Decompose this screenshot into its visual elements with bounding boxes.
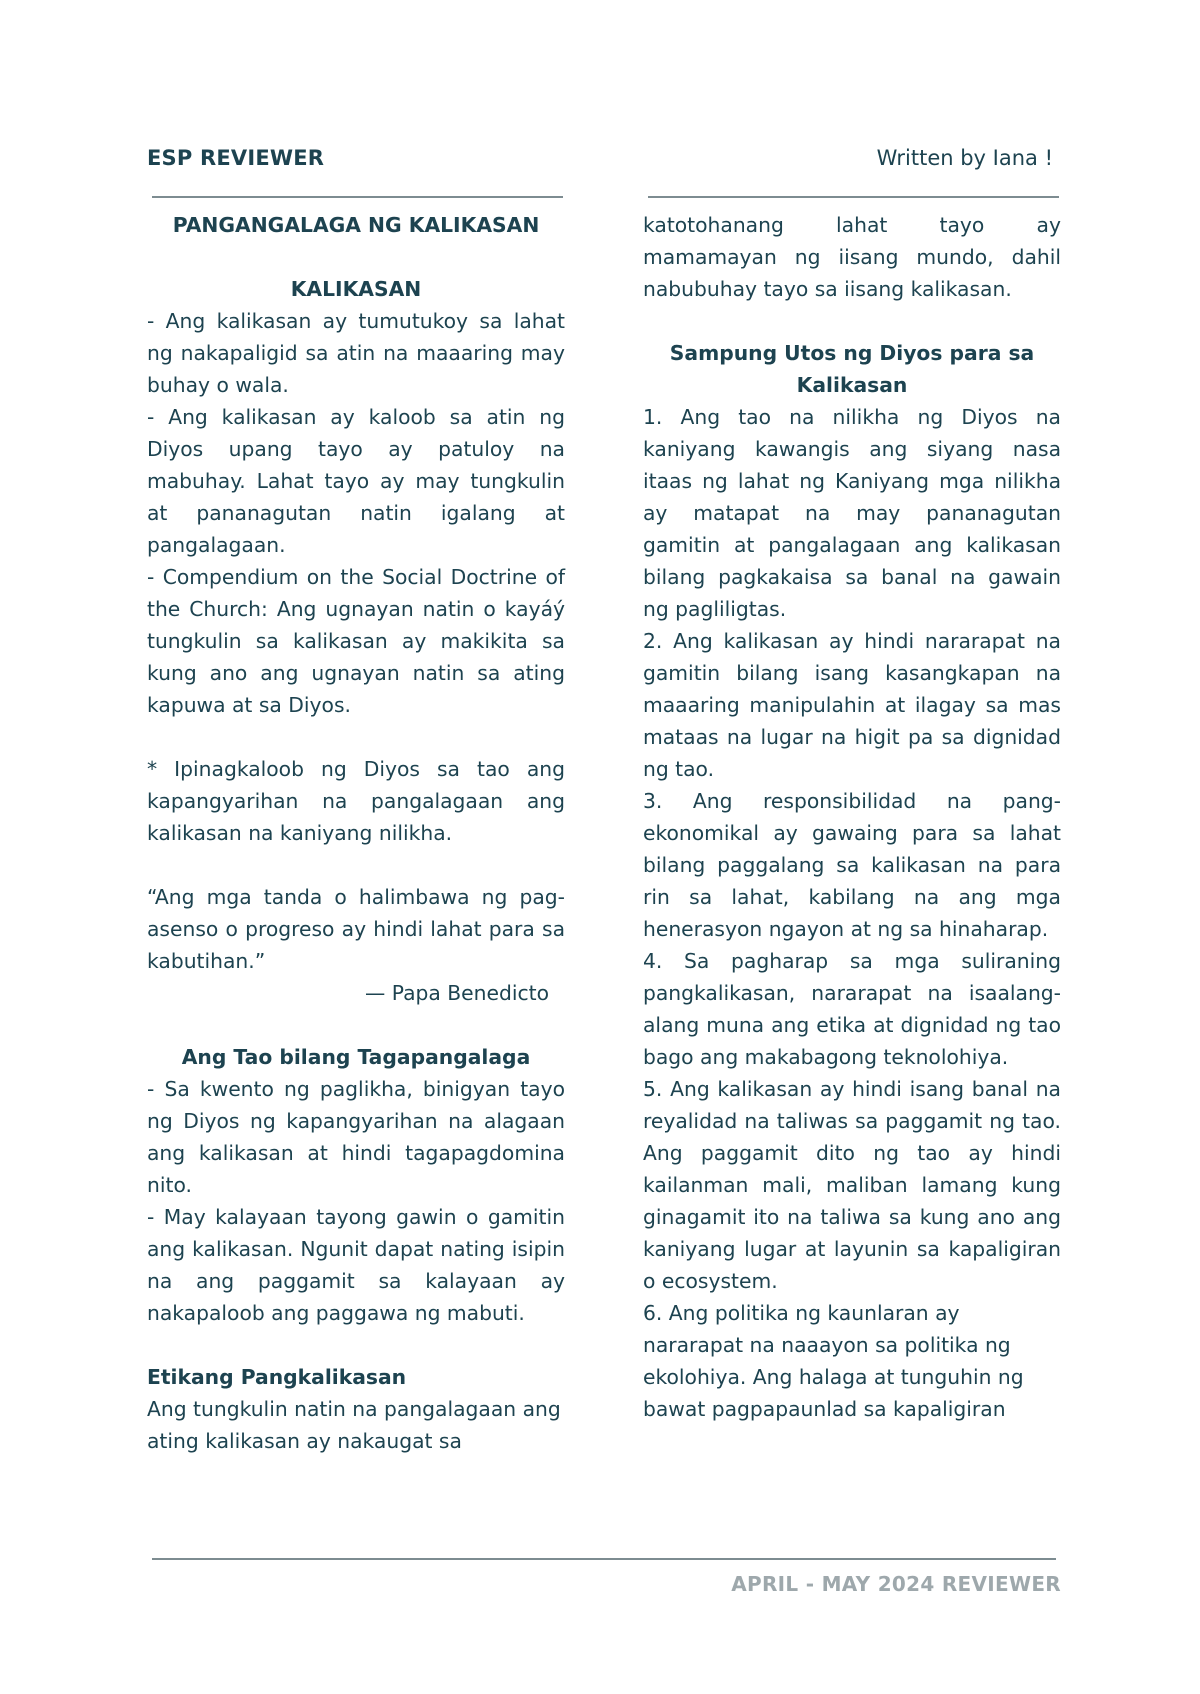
right-top-rule [648,196,1059,198]
etika-heading: Etikang Pangkalikasan [147,1365,407,1389]
quote-author: — Papa Benedicto [365,981,549,1005]
etika-text: Ang tungkulin natin na pangalagaan ang ating kalikasan ay nakaugat sa [147,1397,561,1453]
tao-point: - May kalayaan tayong gawin o gamitin ang kalikasan. Ngunit dapat nating isipin na ang paggamit sa kalayaan ay nakapaloob ang paggawa ng mabuti. [147,1205,565,1325]
utos-item: 5. Ang kalikasan ay hindi isang banal na reyalidad na taliwas sa paggamit ng tao. Ang paggamit dito ng tao ay hindi kailanman mali, maliban lamang kung ginagamit ito na taliwa sa kung ano ang kaniyang lugar at layunin sa kapaligiran o ecosystem. [643,1077,1061,1293]
utos-item: 2. Ang kalikasan ay hindi nararapat na gamitin bilang isang kasangkapan na maaaring manipulahin at ilagay sa mas mataas na lugar na higit pa sa dignidad ng tao. [643,629,1061,781]
kalikasan-point: - Ang kalikasan ay tumutukoy sa lahat ng nakapaligid sa atin na maaaring may buhay o wala. [147,309,565,397]
utos-heading-line2: Kalikasan [796,373,908,397]
utos-item: 4. Sa pagharap sa mga suliraning pangkalikasan, nararapat na isaalang-alang muna ang etika at dignidad ng tao bago ang makabagong teknolohiya. [643,949,1061,1069]
kalikasan-point: - Ang kalikasan ay kaloob sa atin ng Diyos upang tayo ay patuloy na mabuhay. Lahat tayo ay may tungkulin at pananagutan natin igalang at pangalagaan. [147,405,565,557]
note-text: * Ipinagkaloob ng Diyos sa tao ang kapangyarihan na pangalagaan ang kalikasan na kaniyang nilikha. [147,757,565,845]
utos-item: 3. Ang responsibilidad na pang-ekonomikal ay gawaing para sa lahat bilang paggalang sa kalikasan na para rin sa lahat, kabilang na ang mga henerasyon ngayon at ng sa hinaharap. [643,789,1061,941]
tao-heading: Ang Tao bilang Tagapangalaga [181,1045,531,1069]
left-column [147,209,565,1457]
continuation-text: katotohanang lahat tayo ay mamamayan ng iisang mundo, dahil nabubuhay tayo sa iisang kalikasan. [643,213,1061,301]
tao-point: - Sa kwento ng paglikha, binigyan tayo ng Diyos ng kapangyarihan na alagaan ang kalikasan at hindi tagapagdomina nito. [147,1077,565,1197]
footer-rule [152,1558,1056,1560]
kalikasan-heading: KALIKASAN [290,277,422,301]
header-title: ESP REVIEWER [147,146,325,170]
footer-label: APRIL - MAY 2024 REVIEWER [731,1572,1061,1596]
main-title: PANGANGALAGA NG KALIKASAN [172,213,540,237]
right-column [643,209,1061,1425]
quote-text: “Ang mga tanda o halimbawa ng pag-asenso o progreso ay hindi lahat para sa kabutihan.” [147,885,565,973]
utos-heading-line1: Sampung Utos ng Diyos para sa [669,341,1035,365]
utos-item: 6. Ang politika ng kaunlaran ay nararapat na naaayon sa politika ng ekolohiya. Ang halaga at tunguhin ng bawat pagpapaunlad sa kapaligiran [643,1301,1024,1421]
utos-item: 1. Ang tao na nilikha ng Diyos na kaniyang kawangis ang siyang nasa itaas ng lahat ng Kaniyang mga nilikha ay matapat na may pananagutan gamitin at pangalagaan ang kalikasan bilang pagkakaisa sa banal na gawain ng pagliligtas. [643,405,1061,621]
left-top-rule [152,196,563,198]
kalikasan-point: - Compendium on the Social Doctrine of the Church: Ang ugnayan natin o kayáý tungkulin sa kalikasan ay makikita sa kung ano ang ugnayan natin sa ating kapuwa at sa Diyos. [147,565,565,717]
header-author: Written by Iana ! [876,146,1053,170]
